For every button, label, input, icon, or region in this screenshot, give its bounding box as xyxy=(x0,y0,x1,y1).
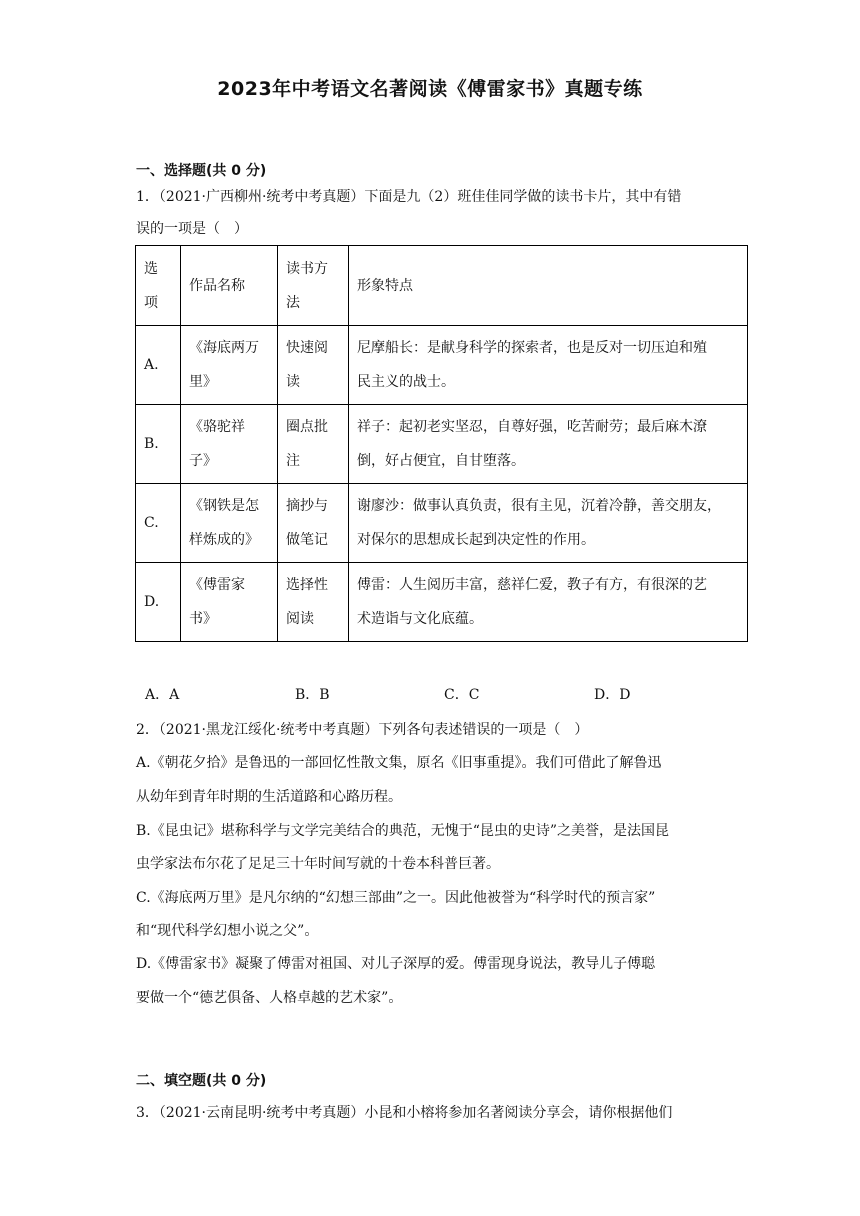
reading-card-table xyxy=(135,245,748,642)
question-1-stem-line-1: 1．（2021·广西柳州·统考中考真题）下面是九（2）班佳佳同学做的读书卡片，其中有错 xyxy=(136,189,682,205)
cell-method: 圈点批 注 xyxy=(278,405,349,484)
cell-work: 《钢铁是怎 样炼成的》 xyxy=(181,484,278,563)
cell-option: C. xyxy=(136,484,181,563)
table-row xyxy=(136,563,748,642)
choice-c[interactable]: C．C xyxy=(444,687,480,703)
question-2-option-b-line-1: B.《昆虫记》堪称科学与文学完美结合的典范，无愧于“昆虫的史诗”之美誉，是法国昆 xyxy=(136,823,670,839)
question-1-choices xyxy=(145,684,705,706)
header-traits: 形象特点 xyxy=(349,246,748,326)
question-2-option-a-line-1: A.《朝花夕拾》是鲁迅的一部回忆性散文集，原名《旧事重提》。我们可借此了解鲁迅 xyxy=(136,755,662,771)
question-3-stem-line-1: 3．（2021·云南昆明·统考中考真题）小昆和小榕将参加名著阅读分享会，请你根据他们 xyxy=(136,1105,673,1121)
header-method: 读书方 法 xyxy=(278,246,349,326)
cell-method: 快速阅 读 xyxy=(278,326,349,405)
table-row xyxy=(136,405,748,484)
cell-method: 选择性 阅读 xyxy=(278,563,349,642)
question-2-option-c-line-1: C.《海底两万里》是凡尔纳的“幻想三部曲”之一。因此他被誉为“科学时代的预言家” xyxy=(136,890,656,906)
question-1-stem-line-2: 误的一项是（ ） xyxy=(136,221,248,237)
cell-work: 《海底两万 里》 xyxy=(181,326,278,405)
cell-option: D. xyxy=(136,563,181,642)
choice-d[interactable]: D．D xyxy=(594,687,631,703)
table-header-row xyxy=(136,246,748,326)
document-title: 2023年中考语文名著阅读《傅雷家书》真题专练 xyxy=(217,78,643,100)
cell-traits: 祥子：起初老实坚忍，自尊好强，吃苦耐劳；最后麻木潦 倒，好占便宜，自甘堕落。 xyxy=(349,405,748,484)
header-option: 选 项 xyxy=(136,246,181,326)
choice-b[interactable]: B．B xyxy=(295,687,330,703)
cell-traits: 傅雷：人生阅历丰富，慈祥仁爱，教子有方，有很深的艺 术造诣与文化底蕴。 xyxy=(349,563,748,642)
question-2-stem: 2．（2021·黑龙江绥化·统考中考真题）下列各句表述错误的一项是（ ） xyxy=(136,722,589,738)
table-row xyxy=(136,326,748,405)
cell-option: A. xyxy=(136,326,181,405)
cell-work: 《骆驼祥 子》 xyxy=(181,405,278,484)
question-2-option-c-line-2: 和“现代科学幻想小说之父”。 xyxy=(136,923,319,939)
cell-option: B. xyxy=(136,405,181,484)
header-work: 作品名称 xyxy=(181,246,278,326)
cell-method: 摘抄与 做笔记 xyxy=(278,484,349,563)
cell-traits: 尼摩船长：是献身科学的探索者，也是反对一切压迫和殖 民主义的战士。 xyxy=(349,326,748,405)
question-2-option-d-line-1: D.《傅雷家书》凝聚了傅雷对祖国、对儿子深厚的爱。傅雷现身说法，教导儿子傅聪 xyxy=(136,956,656,972)
question-2-option-a-line-2: 从幼年到青年时期的生活道路和心路历程。 xyxy=(136,789,402,805)
question-2-option-b-line-2: 虫学家法布尔花了足足三十年时间写就的十卷本科普巨著。 xyxy=(136,856,500,872)
cell-work: 《傅雷家 书》 xyxy=(181,563,278,642)
section-heading-choice: 一、选择题(共 0 分) xyxy=(136,163,267,179)
choice-a[interactable]: A．A xyxy=(145,687,180,703)
question-2-option-d-line-2: 要做一个“德艺俱备、人格卓越的艺术家”。 xyxy=(136,990,403,1006)
cell-traits: 谢廖沙：做事认真负责，很有主见，沉着冷静，善交朋友， 对保尔的思想成长起到决定性的作用。 xyxy=(349,484,748,563)
section-heading-fill-in: 二、填空题(共 0 分) xyxy=(136,1073,267,1089)
table-row xyxy=(136,484,748,563)
